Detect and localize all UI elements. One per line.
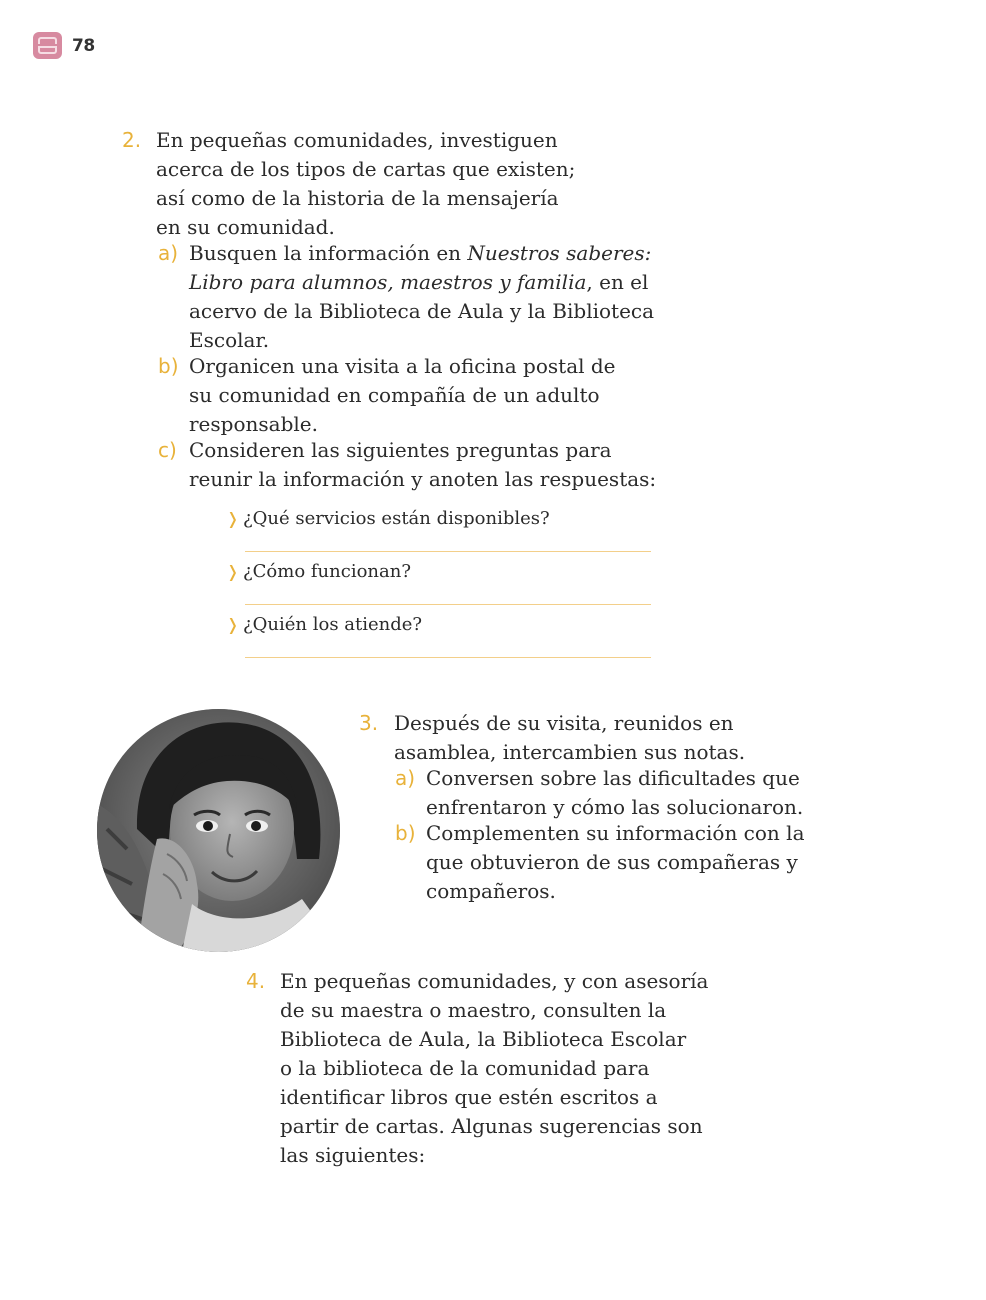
answer-line-3[interactable]	[245, 657, 651, 658]
question-1-text: ¿Qué servicios están disponibles?	[243, 508, 550, 529]
item-a-text-start: Busquen la información en	[189, 241, 468, 265]
book-icon	[33, 32, 62, 59]
question-list	[226, 506, 652, 665]
question-2-text: ¿Cómo funcionan?	[243, 561, 411, 582]
item-a-letter: a)	[158, 241, 179, 265]
activity-3-item-a	[395, 764, 839, 822]
item-a-text: Conversen sobre las dificultades que enfrentaron y cómo las solucionaron.	[426, 766, 804, 819]
activity-3-number: 3.	[359, 711, 379, 735]
item-b-letter: b)	[395, 821, 416, 845]
item-a-letter: a)	[395, 766, 416, 790]
activity-3-text: Después de su visita, reunidos en asamblea, intercambien sus notas.	[394, 711, 746, 764]
activity-2-text: En pequeñas comunidades, investiguen acerca de los tipos de cartas que existen; así como de la historia de la mensajería en su comunidad.	[156, 128, 576, 239]
answer-line-2[interactable]	[245, 604, 651, 605]
activity-2-item-b	[158, 352, 682, 439]
item-b-text: Complementen su información con la que obtuvieron de sus compañeras y compañeros.	[426, 821, 805, 903]
activity-2-number: 2.	[122, 128, 142, 152]
answer-line-1[interactable]	[245, 551, 651, 552]
bullet-icon: ❭	[226, 509, 240, 528]
activity-4	[246, 967, 746, 1170]
question-1	[226, 506, 652, 559]
activity-4-text: En pequeñas comunidades, y con asesoría de su maestra o maestro, consulten la Biblioteca de Aula, la Biblioteca Escolar o la biblioteca de la comunidad para identificar libros que estén escritos a partir de cartas. Algunas sugerencias son las siguientes:	[280, 969, 709, 1167]
item-a-text	[189, 239, 682, 355]
bullet-icon: ❭	[226, 615, 240, 634]
item-b-text: Organicen una visita a la oficina postal de su comunidad en compañía de un adulto responsable.	[189, 354, 616, 436]
question-2	[226, 559, 652, 612]
item-c-letter: c)	[158, 438, 177, 462]
bullet-icon: ❭	[226, 562, 240, 581]
activity-2-item-a	[158, 239, 682, 355]
page-number: 78	[72, 35, 95, 56]
item-c-text: Consideren las siguientes preguntas para reunir la información y anoten las respuestas:	[189, 438, 657, 491]
activity-2-item-c	[158, 436, 682, 494]
page-header	[33, 32, 95, 59]
question-3	[226, 612, 652, 665]
activity-2	[122, 126, 682, 494]
item-a-text-end: , en el acervo de la Biblioteca de Aula y la Biblioteca Escolar.	[189, 270, 655, 352]
book-title: Nuestros saberes: Libro para alumnos, maestros y familia	[189, 241, 652, 294]
child-photo	[97, 709, 340, 952]
question-3-text: ¿Quién los atiende?	[243, 614, 423, 635]
activity-3-item-b	[395, 819, 839, 906]
activity-4-number: 4.	[246, 969, 266, 993]
child-portrait-image	[97, 709, 340, 952]
activity-3	[359, 709, 839, 906]
item-b-letter: b)	[158, 354, 179, 378]
